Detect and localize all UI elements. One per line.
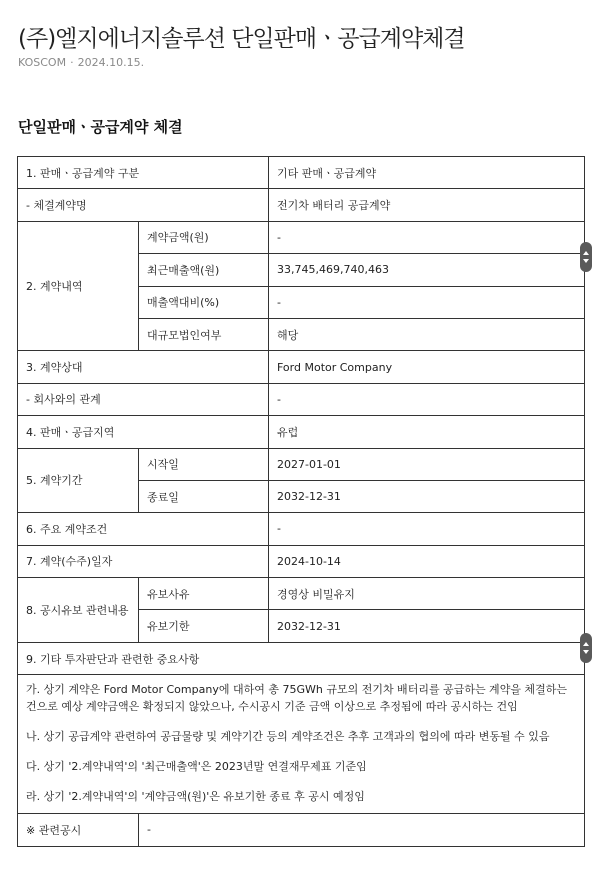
row-value: Ford Motor Company — [269, 351, 585, 383]
row-value: 33,745,469,740,463 — [269, 254, 585, 286]
table-row — [18, 351, 585, 383]
row-value: - — [269, 513, 585, 545]
table-row — [18, 157, 585, 189]
section-title: 단일판매ㆍ공급계약 체결 — [18, 118, 183, 136]
row-label: 9. 기타 투자판단과 관련한 중요사항 — [18, 642, 585, 674]
table-row — [18, 578, 585, 610]
table-row — [18, 814, 585, 846]
table-row — [18, 189, 585, 221]
sub-label: 최근매출액(원) — [139, 254, 269, 286]
chevron-down-icon — [583, 650, 589, 654]
scroll-handle-icon[interactable] — [580, 633, 592, 663]
row-value: - — [269, 286, 585, 318]
table-row — [18, 513, 585, 545]
meta-separator: · — [70, 56, 74, 69]
row-label: 3. 계약상대 — [18, 351, 269, 383]
row-value: 전기차 배터리 공급계약 — [269, 189, 585, 221]
row-value: - — [269, 383, 585, 415]
notes-body — [18, 675, 584, 813]
disclosure-table — [17, 156, 585, 847]
table-row — [18, 642, 585, 674]
table-row — [18, 416, 585, 448]
group-label: 5. 계약기간 — [18, 448, 139, 513]
table-row — [18, 221, 585, 253]
row-label: 6. 주요 계약조건 — [18, 513, 269, 545]
row-value: 2024-10-14 — [269, 545, 585, 577]
source-label: KOSCOM — [18, 56, 67, 69]
publish-date: 2024.10.15. — [77, 56, 145, 69]
scroll-handle-icon[interactable] — [580, 242, 592, 272]
sub-label: 시작일 — [139, 448, 269, 480]
table-row — [18, 675, 585, 814]
row-value: 유럽 — [269, 416, 585, 448]
sub-label: 매출액대비(%) — [139, 286, 269, 318]
sub-label: 유보사유 — [139, 578, 269, 610]
chevron-down-icon — [583, 259, 589, 263]
group-label: 8. 공시유보 관련내용 — [18, 578, 139, 643]
sub-label: 계약금액(원) — [139, 221, 269, 253]
row-value: 경영상 비밀유지 — [269, 578, 585, 610]
sub-label: 유보기한 — [139, 610, 269, 642]
table-row — [18, 545, 585, 577]
chevron-up-icon — [583, 642, 589, 646]
row-value: 2027-01-01 — [269, 448, 585, 480]
note-item: 라. 상기 '2.계약내역'의 '계약금액(원)'은 유보기한 종료 후 공시 예정임 — [26, 790, 365, 804]
group-label: 2. 계약내역 — [18, 221, 139, 351]
row-label: ※ 관련공시 — [18, 814, 139, 846]
sub-label: 종료일 — [139, 480, 269, 512]
row-value: 기타 판매ㆍ공급계약 — [269, 157, 585, 189]
row-value: 해당 — [269, 318, 585, 350]
row-value: 2032-12-31 — [269, 480, 585, 512]
table-row — [18, 383, 585, 415]
table-row — [18, 448, 585, 480]
row-value: - — [139, 814, 585, 846]
page-title: (주)엘지에너지솔루션 단일판매ㆍ공급계약체결 — [18, 26, 465, 52]
row-label: 4. 판매ㆍ공급지역 — [18, 416, 269, 448]
notes-cell — [18, 675, 585, 814]
row-value: - — [269, 221, 585, 253]
row-label: - 체결계약명 — [18, 189, 269, 221]
row-label: - 회사와의 관계 — [18, 383, 269, 415]
note-item: 다. 상기 '2.계약내역'의 '최근매출액'은 2023년말 연결재무제표 기준임 — [26, 760, 367, 774]
chevron-up-icon — [583, 251, 589, 255]
note-item: 가. 상기 계약은 Ford Motor Company에 대하여 총 75GWh 규모의 전기차 배터리를 공급하는 계약을 체결하는 건으로 예상 계약금액은 확정되지 않았으나, 수시공시 기준 금액 이상으로 추정됨에 따라 공시하는 건임 — [26, 683, 567, 714]
row-label: 7. 계약(수주)일자 — [18, 545, 269, 577]
sub-label: 대규모법인여부 — [139, 318, 269, 350]
row-label: 1. 판매ㆍ공급계약 구분 — [18, 157, 269, 189]
row-value: 2032-12-31 — [269, 610, 585, 642]
note-item: 나. 상기 공급계약 관련하여 공급물량 및 계약기간 등의 계약조건은 추후 고객과의 협의에 따라 변동될 수 있음 — [26, 730, 550, 744]
article-meta — [18, 56, 144, 69]
